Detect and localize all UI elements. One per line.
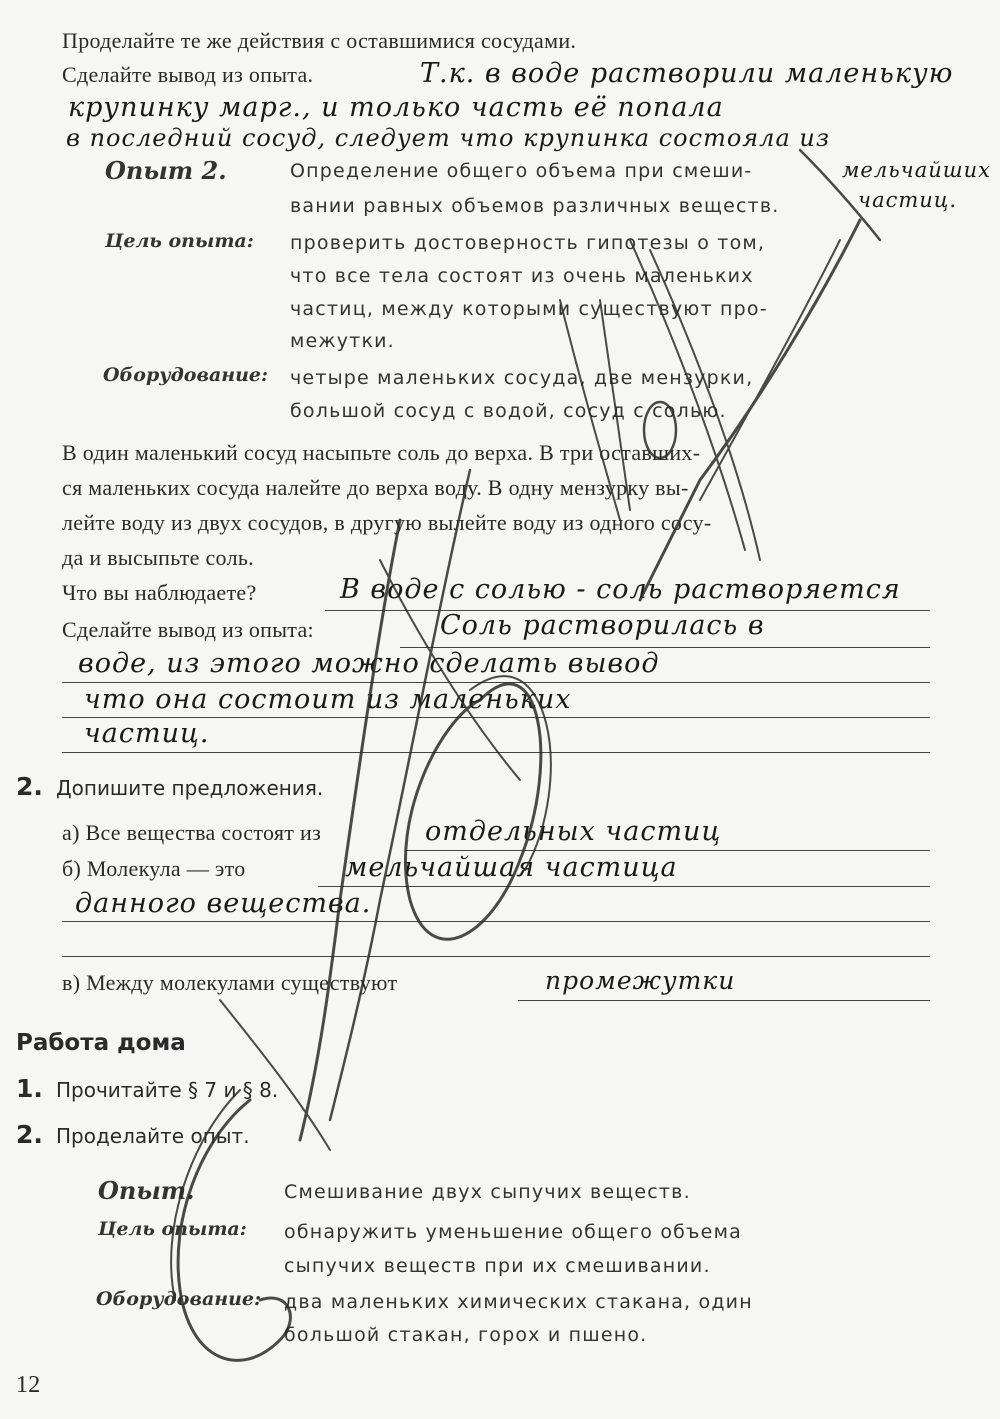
sentence-b: б) Молекула — это — [62, 856, 246, 881]
sentence-c: в) Между молекулами существуют — [62, 970, 398, 995]
item-number: 1. — [16, 1074, 43, 1103]
goal-text: сыпучих веществ при их смешивании. — [284, 1255, 711, 1277]
equipment-text: два маленьких химических стакана, один — [284, 1291, 753, 1313]
homework-item: Проделайте опыт. — [56, 1124, 250, 1148]
handwritten-answer: В воде с солью - соль растворяется — [340, 574, 901, 605]
instruction-line: Проделайте те же действия с оставшимися сосудами. — [62, 28, 577, 53]
item-number: 2. — [16, 1120, 43, 1149]
experiment-description: Определение общего объема при смеши- — [290, 160, 753, 182]
equipment-text: большой сосуд с водой, сосуд с солью. — [290, 400, 727, 422]
handwritten-answer: Т.к. в воде растворили маленькую — [420, 58, 954, 89]
handwritten-answer: в последний сосуд, следует что крупинка состояла из — [66, 124, 830, 152]
instruction-paragraph: В один маленький сосуд насыпьте соль до верха. В три оставших- — [62, 440, 701, 465]
conclusion-label: Сделайте вывод из опыта. — [62, 62, 314, 87]
handwritten-answer: промежутки — [545, 966, 736, 995]
instruction-paragraph: ся маленьких сосуда налейте до верха воду. В одну мензурку вы- — [62, 475, 689, 500]
equipment-text: большой стакан, горох и пшено. — [284, 1324, 648, 1346]
goal-text: проверить достоверность гипотезы о том, — [290, 232, 766, 254]
equipment-text: четыре маленьких сосуда, две мензурки, — [290, 367, 754, 389]
task-title: Допишите предложения. — [56, 776, 324, 800]
experiment-description: вании равных объемов различных веществ. — [290, 195, 780, 217]
goal-text: обнаружить уменьшение общего объема — [284, 1221, 742, 1243]
experiment-description: Смешивание двух сыпучих веществ. — [284, 1181, 691, 1203]
handwritten-answer: отдельных частиц — [425, 816, 722, 847]
handwritten-margin-note: мельчайших — [842, 158, 992, 182]
handwritten-answer: мельчайшая частица — [345, 852, 678, 883]
task-number: 2. — [16, 772, 43, 801]
conclusion-label: Сделайте вывод из опыта: — [62, 617, 314, 642]
equipment-label: Оборудование: — [96, 1288, 262, 1310]
instruction-paragraph: да и высыпьте соль. — [62, 545, 254, 570]
experiment-title: Опыт 2. — [105, 156, 227, 185]
handwritten-answer: частиц. — [84, 718, 210, 749]
observe-label: Что вы наблюдаете? — [62, 580, 257, 605]
equipment-label: Оборудование: — [103, 364, 269, 386]
homework-item: Прочитайте § 7 и § 8. — [56, 1078, 279, 1102]
page-number: 12 — [16, 1372, 41, 1398]
goal-text: частиц, между которыми существуют про- — [290, 298, 768, 320]
goal-label: Цель опыта: — [98, 1218, 247, 1240]
goal-label: Цель опыта: — [105, 230, 254, 252]
handwritten-margin-note: частиц. — [858, 188, 958, 212]
sentence-a: а) Все вещества состоят из — [62, 820, 322, 845]
experiment-title: Опыт. — [98, 1176, 195, 1205]
handwritten-answer: воде, из этого можно сделать вывод — [78, 648, 660, 679]
handwritten-answer: данного вещества. — [75, 888, 372, 919]
instruction-paragraph: лейте воду из двух сосудов, в другую вылейте воду из одного сосу- — [62, 510, 712, 535]
goal-text: межутки. — [290, 330, 395, 352]
handwritten-answer: крупинку марг., и только часть её попала — [68, 92, 724, 123]
handwritten-answer: что она состоит из маленьких — [84, 684, 572, 715]
goal-text: что все тела состоят из очень маленьких — [290, 265, 754, 287]
handwritten-answer: Соль растворилась в — [440, 610, 765, 641]
homework-heading: Работа дома — [16, 1030, 186, 1056]
